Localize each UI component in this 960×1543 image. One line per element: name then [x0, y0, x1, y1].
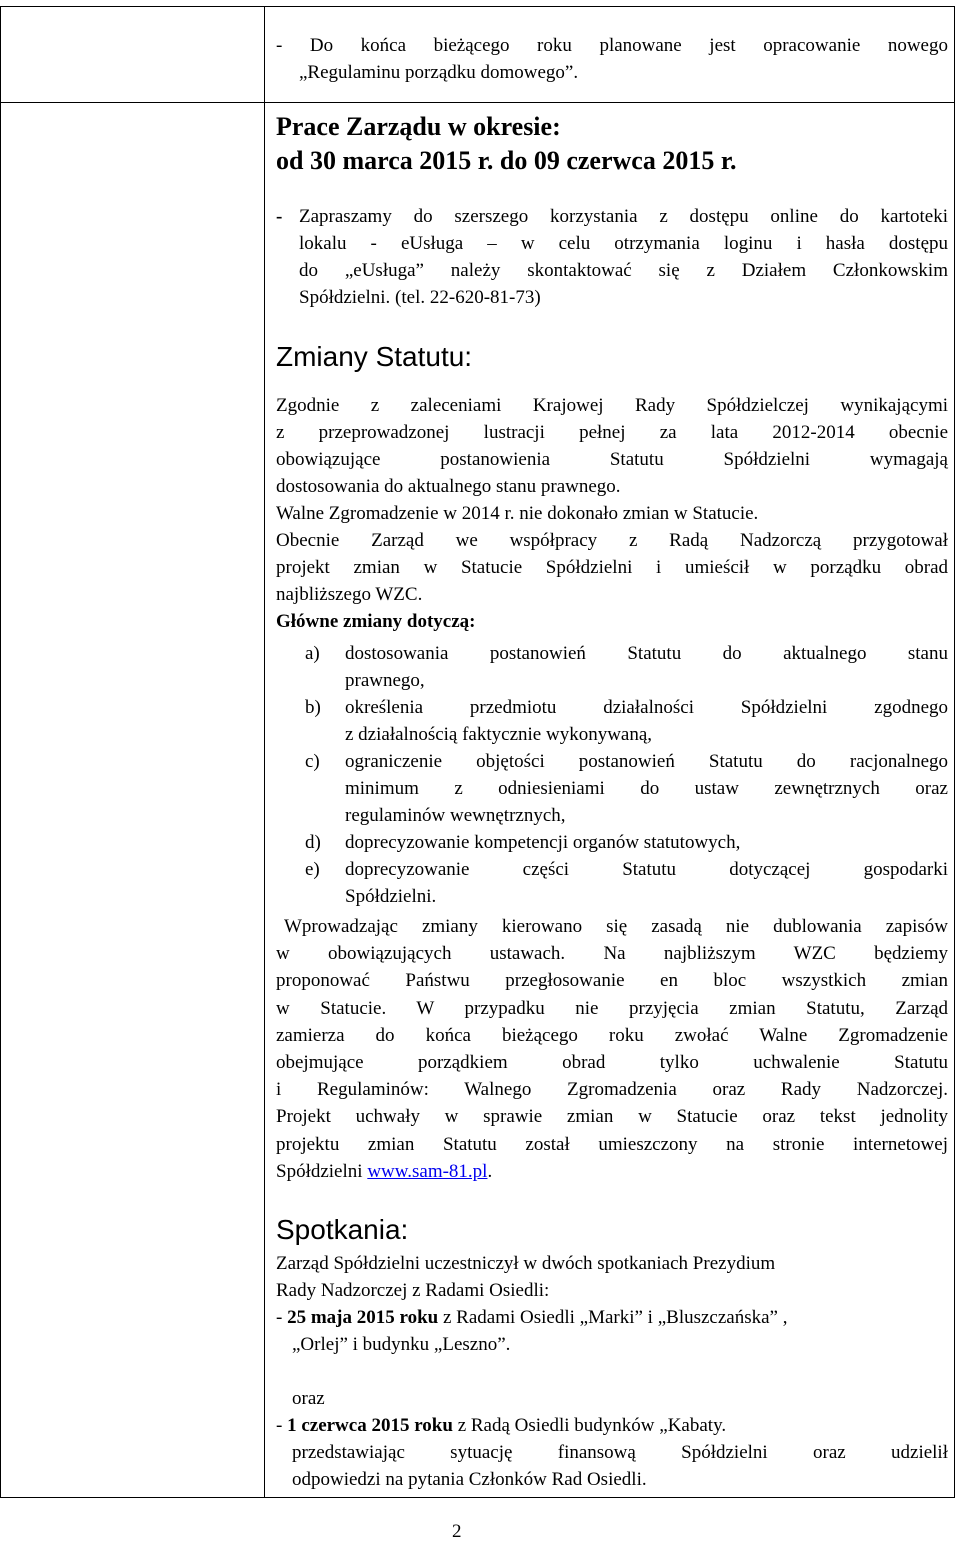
meeting-date: 1 czerwca 2015 roku [287, 1415, 453, 1436]
table-column-divider [264, 6, 265, 1498]
dash-marker: - [276, 1307, 288, 1328]
text-line: Walne Zgromadzenie w 2014 r. nie dokonało zmian w Statucie. [276, 503, 759, 524]
text-line: Rady Nadzorczej z Radami Osiedli: [276, 1280, 550, 1301]
text-line: Obecnie Zarząd we współpracy z Radą Nadzorczą przygotował [276, 530, 948, 551]
text-line [276, 1158, 948, 1185]
text-fragment: Spółdzielni [276, 1160, 363, 1182]
text-line: do „eUsługa” należy skontaktować się z Działem Członkowskim [299, 260, 948, 281]
list-item-label: c) [305, 751, 320, 772]
eusluga-notice [276, 203, 948, 311]
section-title: Spotkania: [276, 1214, 409, 1245]
text-line: doprecyzowanie kompetencji organów statutowych, [345, 832, 741, 853]
meeting-item [276, 1412, 948, 1439]
text-line: zamierza do końca bieżącego roku zwołać Walne Zgromadzenie [276, 1024, 948, 1046]
meeting-item [276, 1304, 948, 1331]
list-item [305, 640, 948, 694]
table-left-border [0, 6, 1, 1498]
text-line: obowiązujące postanowienia Statutu Spółdzielni wymagają [276, 449, 948, 470]
section-title: Zmiany Statutu: [276, 341, 473, 372]
text-line: przedstawiając sytuację finansową Spółdzielni oraz udzielił [292, 1442, 948, 1463]
text-fragment: . [487, 1160, 493, 1182]
statute-paragraph-2 [276, 913, 948, 1185]
table-right-border [954, 6, 955, 1498]
text-line: określenia przedmiotu działalności Spółdzielni zgodnego [345, 697, 948, 718]
text-line: projektu zmian Statutu został umieszczony na stronie internetowej [276, 1133, 948, 1155]
table-bottom-border [0, 1497, 955, 1498]
intro-bullet-line: - Do końca bieżącego roku planowane jest opracowanie nowego [276, 35, 948, 56]
changes-list [305, 640, 948, 910]
list-item [305, 856, 948, 910]
page-number: 2 [452, 1521, 462, 1542]
main-changes-label: Główne zmiany dotyczą: [276, 611, 476, 632]
section-title: Prace Zarządu w okresie: [276, 112, 561, 141]
list-item [305, 694, 948, 748]
text-line: lokalu - eUsługa – w celu otrzymania loginu i hasła dostępu [299, 233, 948, 254]
section-meetings [276, 1212, 948, 1248]
text-line: Zapraszamy do szerszego korzystania z dostępu online do kartoteki [299, 206, 948, 227]
text-line: Wprowadzając zmiany kierowano się zasadą nie dublowania zapisów [284, 916, 948, 937]
dash-marker: - [276, 1415, 288, 1436]
section-subtitle: od 30 marca 2015 r. do 09 czerwca 2015 r. [276, 146, 737, 175]
text-line: Projekt uchwały w sprawie zmian w Statucie oraz tekst jednolity [276, 1106, 948, 1128]
list-item-label: d) [305, 832, 321, 853]
intro-bullet-line: „Regulaminu porządku domowego”. [299, 62, 579, 83]
table-row-divider [0, 102, 955, 103]
text-line: regulaminów wewnętrznych, [345, 805, 566, 826]
statute-paragraph-1 [276, 392, 948, 635]
meetings-body [276, 1250, 948, 1493]
text-line: i Regulaminów: Walnego Zgromadzenia oraz Rady Nadzorczej. [276, 1079, 948, 1101]
text-line: Spółdzielni. (tel. 22-620-81-73) [299, 287, 541, 308]
text-line: Spółdzielni. [345, 886, 437, 907]
text-line: dostosowania do aktualnego stanu prawnego. [276, 476, 621, 497]
text-line: w Statucie. W przypadku nie przyjęcia zmian Statutu, Zarząd [276, 997, 948, 1019]
text-line: ograniczenie objętości postanowień Statutu do racjonalnego [345, 751, 948, 772]
meeting-date: 25 maja 2015 roku [287, 1307, 439, 1328]
intro-bullet [276, 32, 948, 86]
text-line: najbliższego WZC. [276, 584, 423, 605]
text-line: z przeprowadzonej lustracji pełnej za lata 2012-2014 obecnie [276, 422, 948, 443]
text-line: prawnego, [345, 670, 425, 691]
list-item-label: e) [305, 859, 320, 880]
text-line: Zarząd Spółdzielni uczestniczył w dwóch spotkaniach Prezydium [276, 1253, 776, 1274]
dash-marker: - [276, 206, 283, 227]
text-line: dostosowania postanowień Statutu do aktualnego stanu [345, 643, 948, 664]
text-fragment: z Radą Osiedli budynków „Kabaty. [452, 1415, 727, 1436]
text-line: minimum z odniesieniami do ustaw zewnętrznych oraz [345, 778, 948, 799]
text-line: z działalnością faktycznie wykonywaną, [345, 724, 653, 745]
text-line: oraz [292, 1388, 325, 1409]
list-item [305, 829, 948, 856]
text-fragment: z Radami Osiedli „Marki” i „Bluszczańska” , [438, 1307, 788, 1328]
text-line: doprecyzowanie części Statutu dotyczącej gospodarki [345, 859, 948, 880]
table-top-border [0, 6, 955, 7]
section-statute-changes [276, 339, 948, 375]
text-line: obejmujące porządkiem obrad tylko uchwalenie Statutu [276, 1052, 948, 1074]
text-line: Zgodnie z zaleceniami Krajowej Rady Spółdzielczej wynikającymi [276, 395, 948, 416]
section-work-period [276, 110, 948, 178]
text-line: proponować Państwu przegłosowanie en bloc wszystkich zmian [276, 970, 948, 992]
list-item-label: b) [305, 697, 321, 718]
text-line: w obowiązujących ustawach. Na najbliższym WZC będziemy [276, 943, 948, 965]
website-link[interactable]: www.sam-81.pl [367, 1160, 488, 1182]
text-line: „Orlej” i budynku „Leszno”. [292, 1334, 511, 1355]
list-item [305, 748, 948, 829]
text-line: projekt zmian w Statucie Spółdzielni i umieścił w porządku obrad [276, 557, 948, 578]
list-item-label: a) [305, 643, 320, 664]
text-line: odpowiedzi na pytania Członków Rad Osiedli. [292, 1469, 647, 1490]
